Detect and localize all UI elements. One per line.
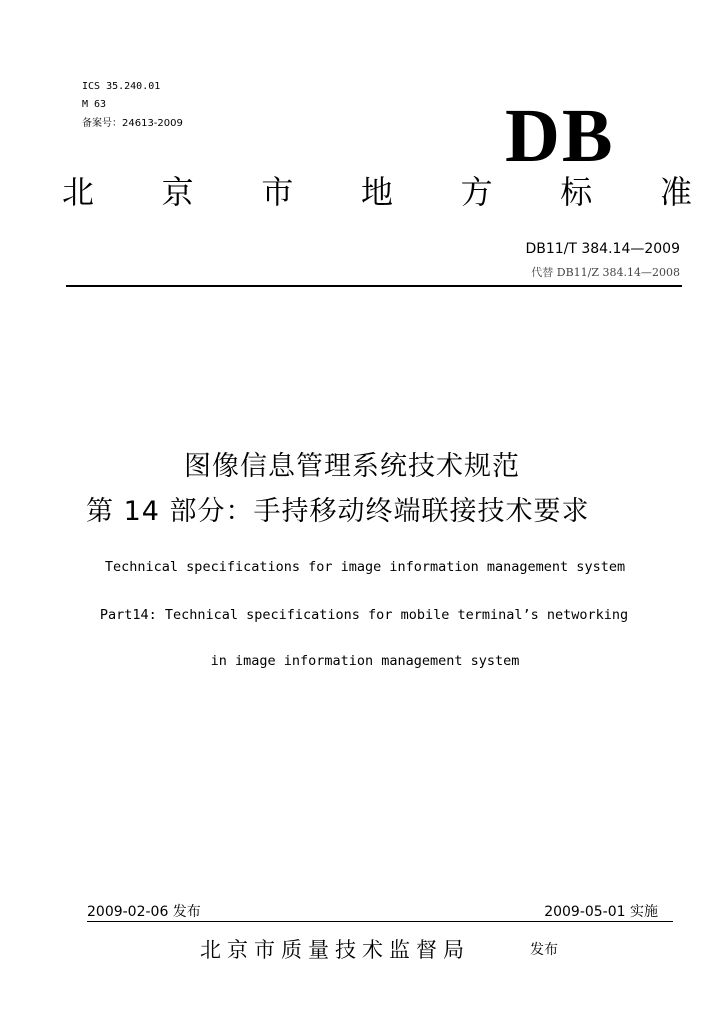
issuing-authority: 北京市质量技术监督局 xyxy=(200,938,470,962)
db-logo: DB xyxy=(505,94,615,178)
standard-type-char: 方 xyxy=(460,173,493,211)
implementation-date: 2009-05-01 实施 xyxy=(544,904,658,920)
standard-type-char: 北 xyxy=(62,173,95,211)
classification-code: M 63 xyxy=(82,99,107,110)
header-divider xyxy=(66,285,682,287)
issued-label: 发布 xyxy=(530,942,558,958)
chinese-title-line-2: 第 14 部分：手持移动终端联接技术要求 xyxy=(86,496,590,527)
english-title-line-3: in image information management system xyxy=(210,653,520,669)
chinese-title-line-1: 图像信息管理系统技术规范 xyxy=(184,451,520,482)
standard-type-char: 京 xyxy=(161,173,194,211)
standard-type-char: 地 xyxy=(360,173,393,211)
standard-type-char: 准 xyxy=(659,173,692,211)
standard-number: DB11/T 384.14—2009 xyxy=(525,241,680,257)
filing-number: 备案号：24613-2009 xyxy=(82,118,183,129)
replaces-standard: 代替 DB11/Z 384.14—2008 xyxy=(531,266,680,279)
standard-type-char: 市 xyxy=(261,173,294,211)
footer-divider xyxy=(87,921,673,922)
release-date: 2009-02-06 发布 xyxy=(87,904,201,920)
ics-code: ICS 35.240.01 xyxy=(82,81,161,92)
standard-type-char: 标 xyxy=(560,173,593,211)
english-title-line-1: Technical specifications for image information management system xyxy=(104,559,626,575)
standard-type-heading xyxy=(62,170,692,214)
english-title-line-2: Part14: Technical specifications for mobile terminal’s networking xyxy=(99,607,629,623)
